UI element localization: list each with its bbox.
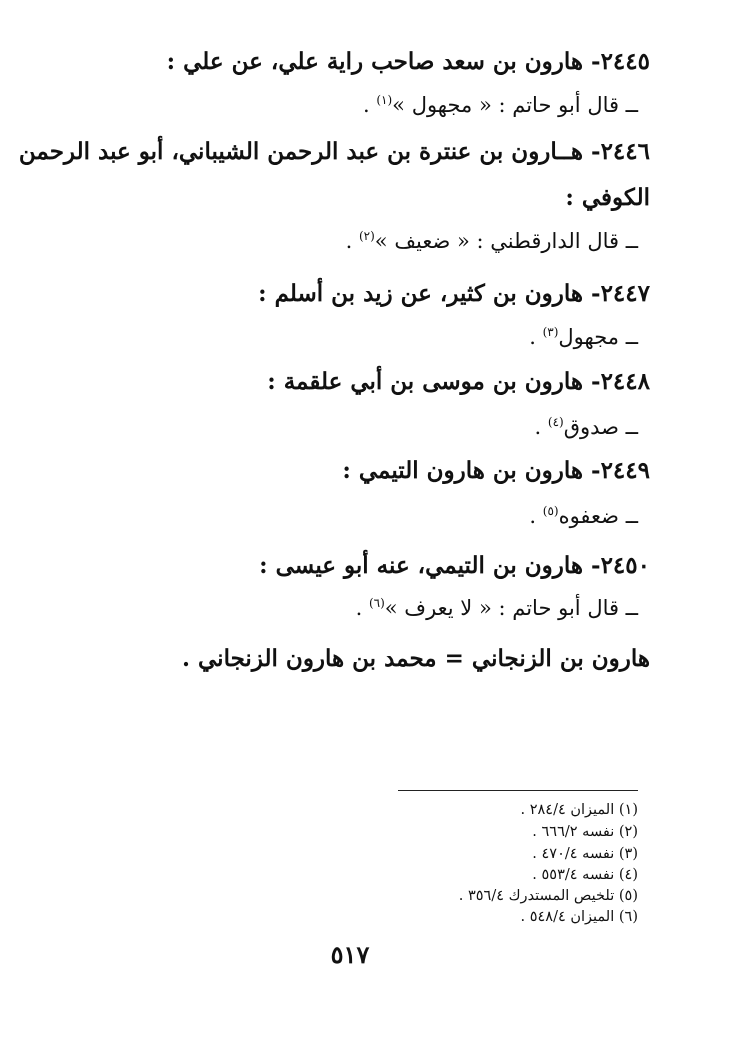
entry-note-tail: . — [534, 415, 548, 439]
footnote-ref: (٢) — [358, 229, 375, 243]
footnote-4: (٤) نفسه ٥٥٣/٤ . — [532, 867, 638, 883]
entry-heading-2448: ٢٤٤٨- هارون بن موسى بن أبي علقمة : — [267, 368, 650, 395]
footnote-1: (١) الميزان ٢٨٤/٤ . — [520, 802, 638, 818]
footnote-ref: (٤) — [547, 415, 564, 429]
footnote-ref: (٦) — [368, 596, 385, 610]
entry-note-tail: . — [355, 596, 369, 620]
page-number: ٥١٧ — [330, 940, 370, 969]
entry-note-tail: . — [529, 504, 543, 528]
entry-note-text: ــ ضعفوه — [558, 504, 638, 528]
entry-heading-2446: ٢٤٤٦- هــارون بن عنترة بن عبد الرحمن الشيباني، أبو عبد الرحمن — [18, 138, 650, 165]
entry-note-text: ــ قال أبو حاتم : « لا يعرف » — [384, 596, 638, 620]
footnote-2: (٢) نفسه ٦٦٦/٢ . — [532, 824, 638, 840]
entry-note-2447 — [529, 325, 638, 350]
entry-note-2449 — [529, 504, 638, 529]
footnote-5: (٥) تلخيص المستدرك ٣٥٦/٤ . — [458, 888, 638, 904]
entry-heading-2447: ٢٤٤٧- هارون بن كثير، عن زيد بن أسلم : — [258, 280, 650, 307]
footnote-6: (٦) الميزان ٥٤٨/٤ . — [520, 909, 638, 925]
entry-heading-2450: ٢٤٥٠- هارون بن التيمي، عنه أبو عيسى : — [259, 552, 650, 579]
entry-note-2445 — [363, 93, 638, 118]
entry-note-text: ــ مجهول — [558, 325, 638, 349]
entry-note-text: ــ قال الدارقطني : « ضعيف » — [374, 229, 638, 253]
entry-note-text: ــ قال أبو حاتم : « مجهول » — [392, 93, 638, 117]
entry-note-tail: . — [345, 229, 359, 253]
entry-note-2450 — [356, 596, 638, 621]
footnote-ref: (٥) — [542, 504, 559, 518]
entry-heading-2449: ٢٤٤٩- هارون بن هارون التيمي : — [342, 457, 650, 484]
footnote-separator — [398, 790, 638, 791]
cross-reference: هارون بن الزنجاني = محمد بن هارون الزنجاني . — [181, 645, 650, 672]
entry-heading-2445: ٢٤٤٥- هارون بن سعد صاحب راية علي، عن علي : — [166, 48, 650, 75]
entry-note-text: ــ صدوق — [563, 415, 638, 439]
entry-note-tail: . — [529, 325, 543, 349]
entry-note-2446 — [346, 229, 638, 254]
footnote-ref: (٣) — [542, 325, 559, 339]
entry-note-2448 — [535, 415, 638, 440]
footnote-3: (٣) نفسه ٤٧٠/٤ . — [532, 846, 638, 862]
entry-heading-2446-cont: الكوفي : — [565, 184, 650, 211]
entry-note-tail: . — [362, 93, 377, 117]
footnote-ref: (١) — [376, 93, 393, 107]
